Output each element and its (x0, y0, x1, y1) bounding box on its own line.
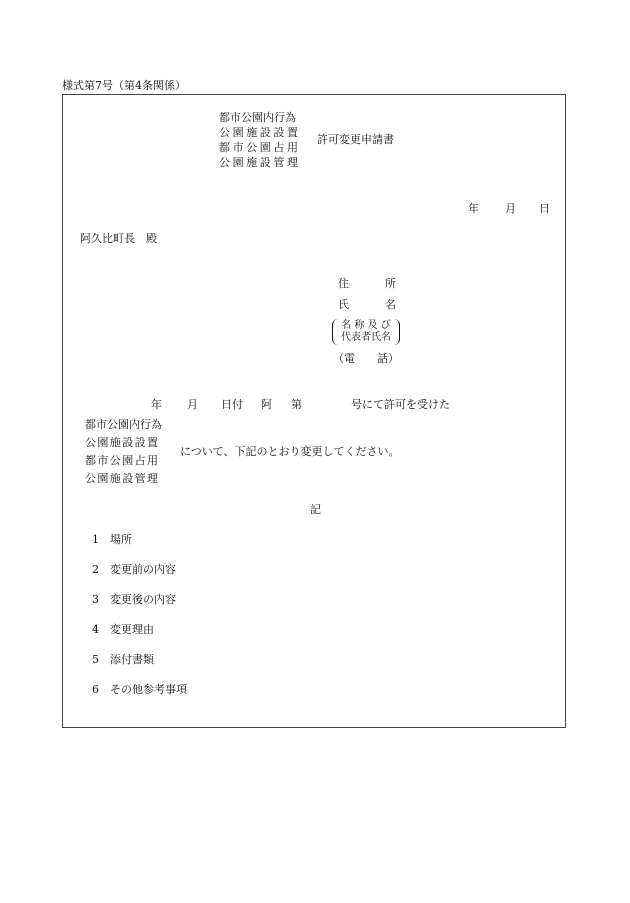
permit-dai: 第 (291, 398, 302, 411)
list-item-4 (92, 624, 154, 635)
item-label: 添付書類 (110, 653, 154, 666)
list-item-6 (92, 684, 187, 695)
item-number: 5 (92, 653, 99, 666)
item-number: 4 (92, 623, 99, 636)
item-number: 2 (92, 563, 99, 576)
list-item-2 (92, 564, 176, 575)
addressee: 阿久比町長 殿 (80, 232, 157, 245)
permit-suffix: 号にて許可を受けた (351, 398, 450, 411)
address-label-1: 住 (338, 277, 349, 290)
item-label: 場所 (110, 533, 132, 546)
name-label-2: 名 (385, 298, 396, 311)
permit-month-label: 月 (187, 398, 198, 411)
title-options (219, 110, 301, 170)
item-label: 変更前の内容 (110, 563, 176, 576)
body-option-4: 公園施設管理 (85, 472, 160, 485)
body-text: について、下記のとおり変更してください。 (180, 445, 400, 458)
title-option-1: 都市公園内行為 (219, 111, 296, 124)
ki-heading: 記 (310, 503, 321, 516)
date-month-label: 月 (505, 202, 516, 215)
body-option-2: 公園施設設置 (85, 436, 160, 449)
address-label-2: 所 (385, 277, 396, 290)
item-number: 6 (92, 683, 99, 696)
item-number: 3 (92, 593, 99, 606)
phone-label: （電 話） (333, 352, 399, 365)
title-option-4: 公園施設管理 (219, 156, 301, 169)
corp-label-line2: 代表者氏名 (341, 332, 391, 343)
corp-label-line1: 名 称 及 び (341, 320, 391, 331)
item-label: 変更理由 (110, 623, 154, 636)
list-item-1 (92, 534, 132, 545)
permit-day-label: 日付 (221, 398, 243, 411)
title-option-2: 公園施設設置 (219, 126, 301, 139)
list-item-5 (92, 654, 154, 665)
item-number: 1 (92, 533, 99, 546)
body-option-3: 都市公園占用 (85, 454, 160, 467)
item-label: その他参考事項 (110, 683, 187, 696)
form-label: 様式第7号（第4条関係） (62, 79, 186, 92)
permit-prefix: 阿 (261, 398, 272, 411)
title-option-3: 都市公園占用 (219, 141, 301, 154)
date-day-label: 日 (539, 202, 550, 215)
corporate-name-bracket (332, 319, 400, 345)
body-option-1: 都市公園内行為 (85, 418, 162, 431)
title-suffix: 許可変更申請書 (317, 133, 394, 146)
name-label-1: 氏 (338, 298, 349, 311)
item-label: 変更後の内容 (110, 593, 176, 606)
list-item-3 (92, 594, 176, 605)
permit-year-label: 年 (151, 398, 162, 411)
date-year-label: 年 (468, 202, 479, 215)
